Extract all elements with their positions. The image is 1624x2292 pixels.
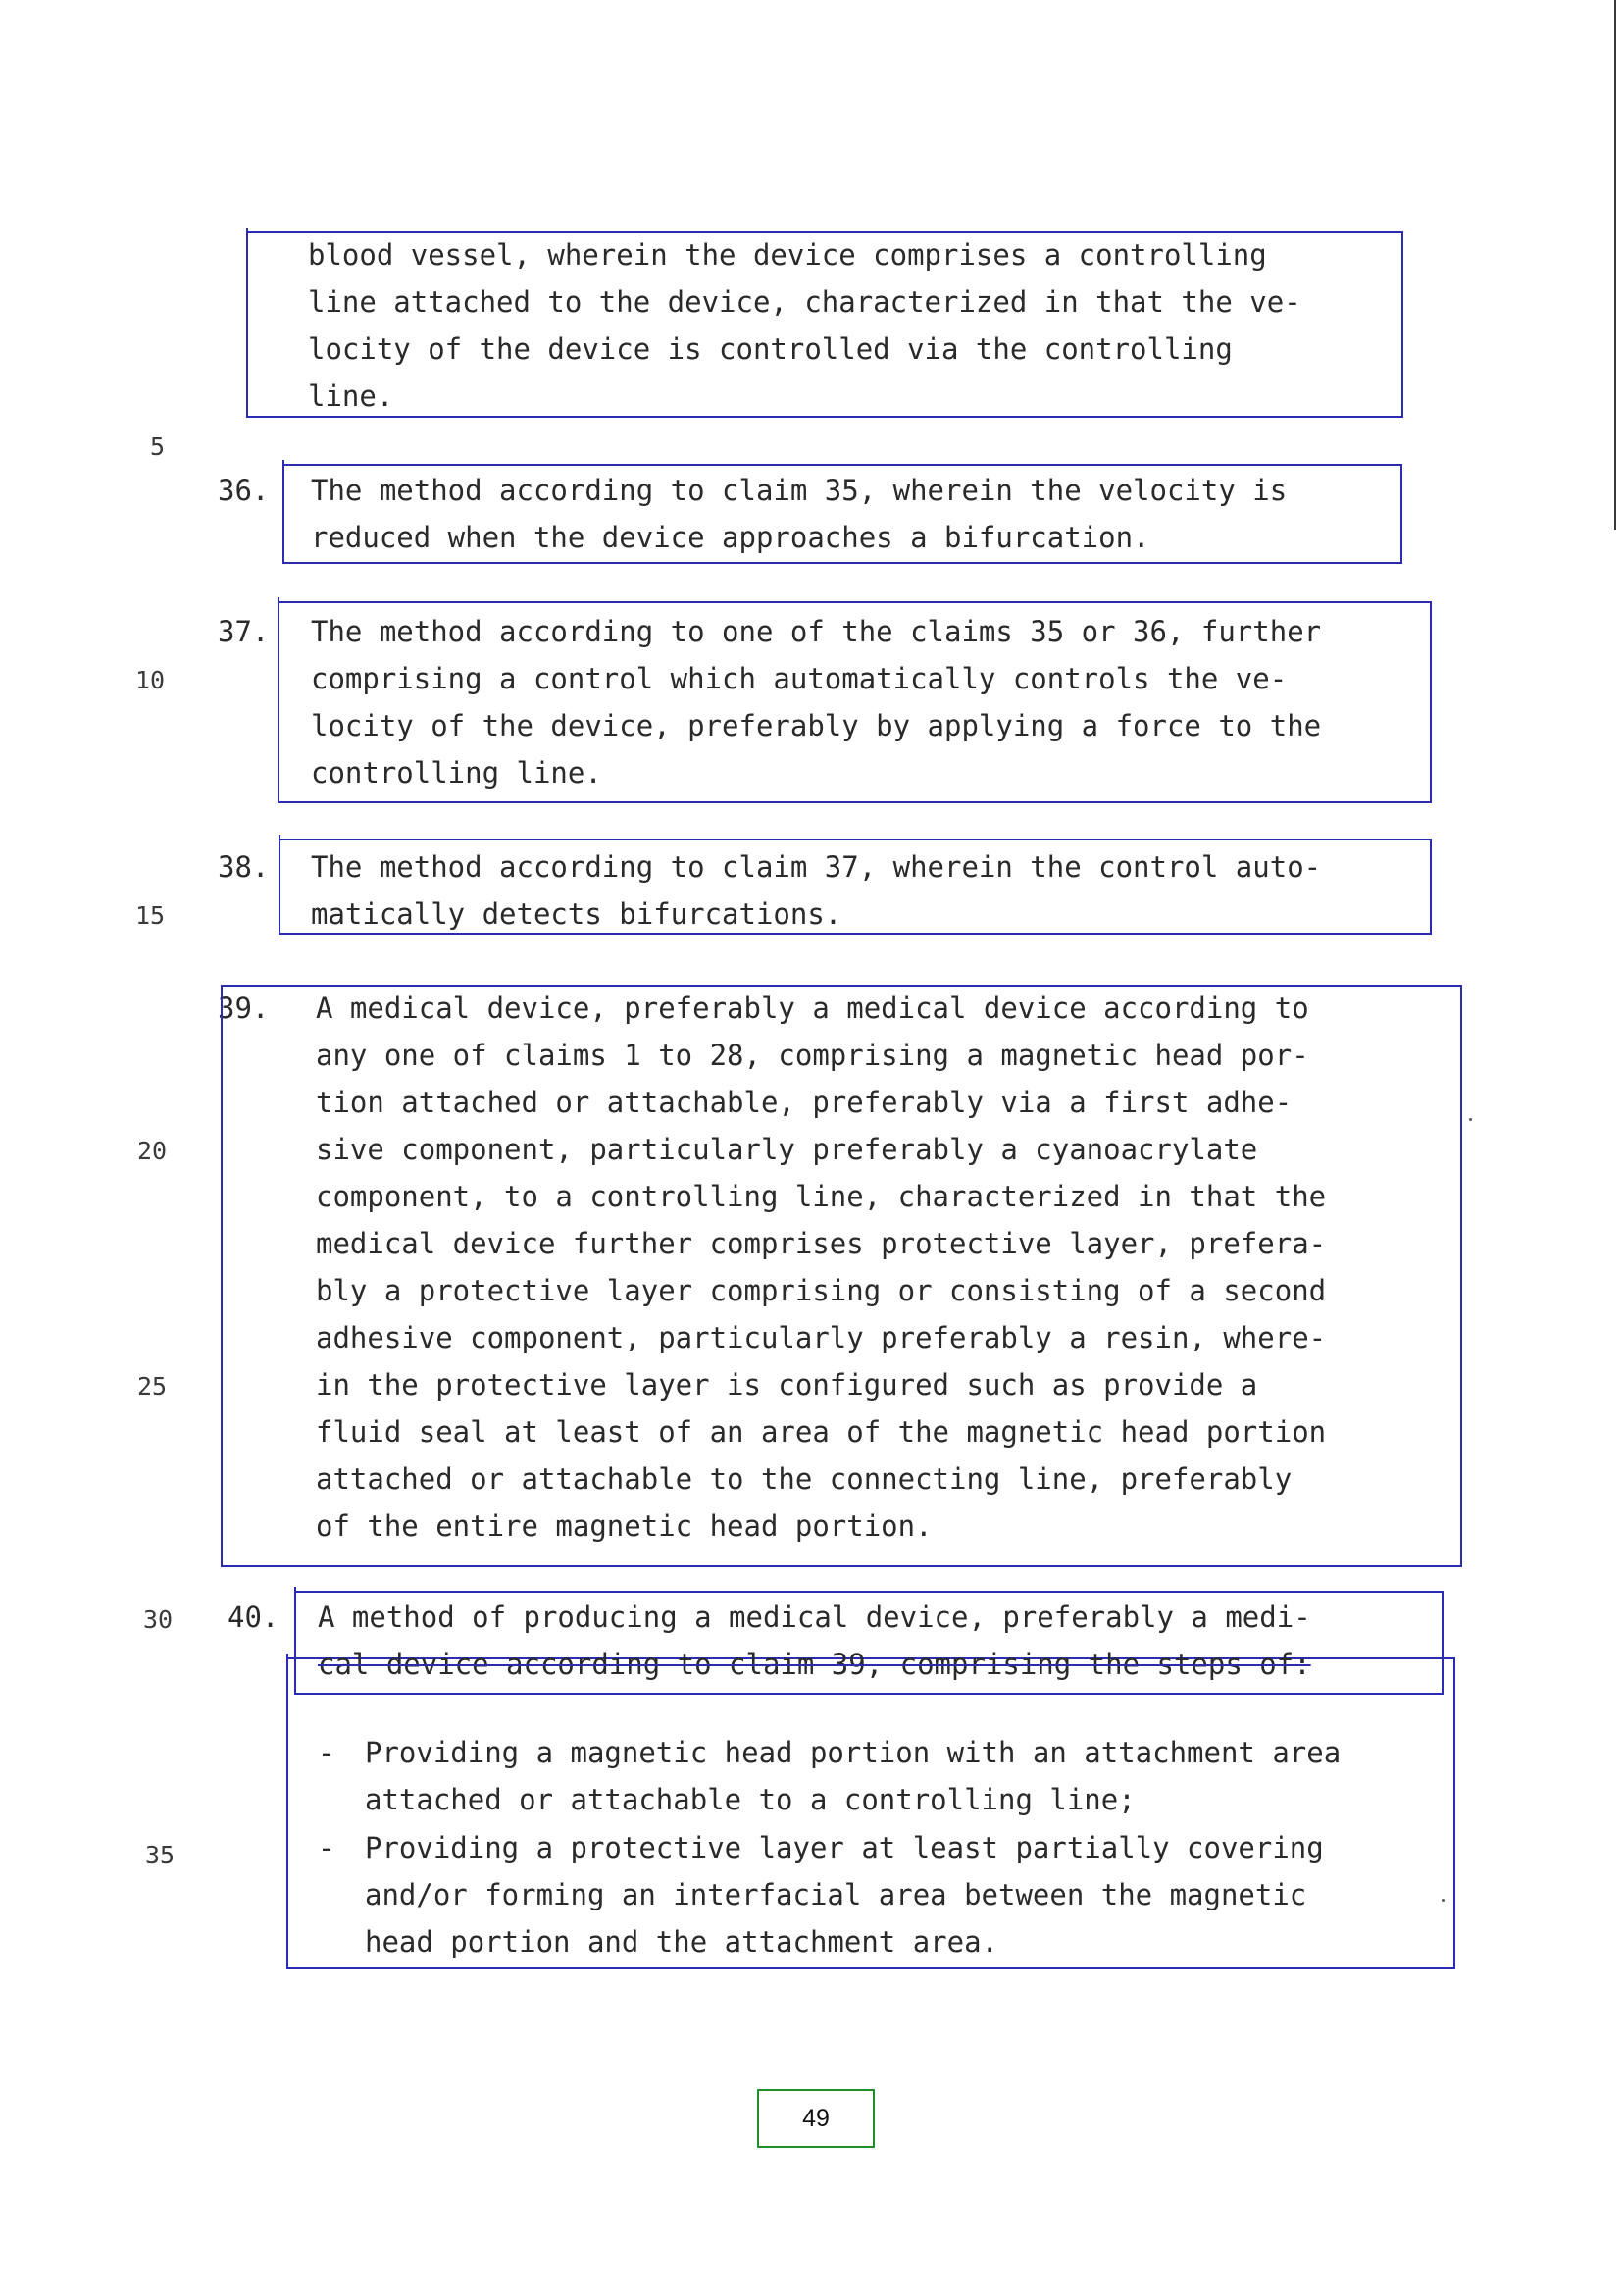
claim-39-line: fluid seal at least of an area of the magnetic head portion (316, 1415, 1327, 1449)
step-line: head portion and the attachment area. (365, 1925, 999, 1959)
claim-36-line: The method according to claim 35, wherein the velocity is (311, 474, 1288, 507)
claim-39-line: any one of claims 1 to 28, comprising a magnetic head por- (316, 1039, 1309, 1072)
scan-speck (1469, 1118, 1472, 1121)
continuation-line: blood vessel, wherein the device comprises a controlling (308, 238, 1267, 272)
box-marker (286, 1654, 288, 1661)
claim-39-line: tion attached or attachable, preferably via a first adhe- (316, 1086, 1293, 1119)
claim-37-number: 37. (218, 615, 270, 648)
claim-36-line: reduced when the device approaches a bifurcation. (311, 521, 1150, 554)
claim-39-line: in the protective layer is configured such as provide a (316, 1368, 1258, 1401)
continuation-line: locity of the device is controlled via the controlling (308, 332, 1233, 366)
claim-38-line: The method according to claim 37, wherein the control auto- (311, 850, 1322, 884)
claim-38-number: 38. (218, 850, 270, 884)
step-line: and/or forming an interfacial area between the magnetic (365, 1878, 1307, 1911)
claim-39-number: 39. (218, 992, 270, 1025)
claim-39-line: attached or attachable to the connecting line, preferably (316, 1462, 1293, 1496)
line-number-25: 25 (137, 1372, 168, 1401)
page-edge-line (1614, 0, 1616, 530)
claim-39-line: medical device further comprises protective layer, prefera- (316, 1227, 1327, 1260)
line-number-10: 10 (135, 666, 166, 694)
step-dash: - (318, 1736, 335, 1769)
box-marker (282, 460, 284, 468)
box-marker (294, 1587, 296, 1595)
claim-39-line: of the entire magnetic head portion. (316, 1509, 933, 1543)
claim-37-line: The method according to one of the claims 35 or 36, further (311, 615, 1322, 648)
claim-39-line: bly a protective layer comprising or consisting of a second (316, 1274, 1327, 1307)
claim-39-line: component, to a controlling line, characterized in that the (316, 1180, 1327, 1213)
scan-speck (1442, 1899, 1445, 1902)
line-number-30: 30 (143, 1605, 174, 1634)
claim-36-number: 36. (218, 474, 270, 507)
box-marker (246, 228, 248, 235)
continuation-line: line. (308, 380, 394, 413)
claim-39-line: adhesive component, particularly preferably a resin, where- (316, 1321, 1327, 1354)
step-line: Providing a protective layer at least partially covering (365, 1831, 1324, 1864)
line-number-35: 35 (145, 1841, 176, 1869)
claim-37-line: comprising a control which automatically controls the ve- (311, 662, 1288, 695)
line-number-5: 5 (150, 433, 166, 461)
step-line: Providing a magnetic head portion with an attachment area (365, 1736, 1342, 1769)
claim-40-number: 40. (228, 1601, 279, 1634)
claim-37-line: controlling line. (311, 756, 602, 789)
continuation-line: line attached to the device, characterized in that the ve- (308, 285, 1301, 319)
step-dash: - (318, 1831, 335, 1864)
step-line: attached or attachable to a controlling line; (365, 1783, 1136, 1816)
claim-40-line: cal device according to claim 39, comprising the steps of: (318, 1648, 1311, 1681)
claim-38-line: matically detects bifurcations. (311, 897, 842, 931)
claim-40-line: A method of producing a medical device, preferably a medi- (318, 1601, 1311, 1634)
box-marker (278, 597, 279, 605)
line-number-15: 15 (135, 901, 166, 930)
line-number-20: 20 (137, 1137, 168, 1165)
claim-37-line: locity of the device, preferably by applying a force to the (311, 709, 1322, 742)
claim-39-line: A medical device, preferably a medical device according to (316, 992, 1309, 1025)
claim-39-line: sive component, particularly preferably a cyanoacrylate (316, 1133, 1258, 1166)
page-number: 49 (802, 2105, 830, 2132)
box-marker (279, 835, 280, 842)
